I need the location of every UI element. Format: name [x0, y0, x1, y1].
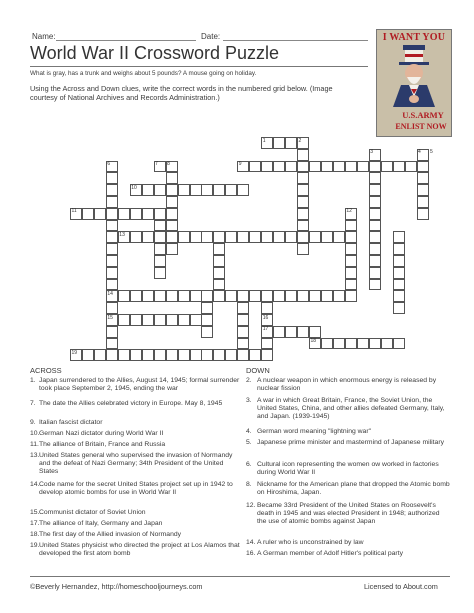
grid-number: 13 — [119, 231, 125, 238]
grid-cell[interactable] — [333, 338, 345, 350]
grid-cell[interactable] — [237, 290, 249, 302]
grid-cell[interactable] — [345, 243, 357, 255]
grid-cell[interactable] — [393, 302, 405, 314]
grid-cell[interactable] — [345, 220, 357, 232]
grid-cell[interactable] — [106, 172, 118, 184]
name-label: Name: — [32, 32, 56, 41]
grid-number: 16 — [262, 314, 269, 321]
clue-number: 19. — [30, 542, 40, 549]
grid-cell[interactable] — [154, 267, 166, 279]
grid-cell[interactable] — [106, 267, 118, 279]
grid-cell[interactable] — [106, 231, 118, 243]
across-clue — [30, 531, 242, 539]
grid-cell[interactable] — [357, 161, 369, 173]
grid-cell[interactable] — [201, 326, 213, 338]
grid-cell[interactable] — [393, 290, 405, 302]
clue-number: 16. — [246, 550, 256, 557]
clue-text: German word meaning "lightning war" — [257, 428, 372, 435]
grid-cell[interactable] — [166, 290, 178, 302]
clue-text: The alliance of Britain, France and Russia — [39, 441, 166, 448]
grid-cell[interactable] — [106, 243, 118, 255]
grid-cell[interactable] — [178, 314, 190, 326]
across-clue — [30, 419, 242, 427]
grid-cell[interactable] — [106, 338, 118, 350]
clue-text: United States physicist who directed the project at Los Alamos that developed the first atom bomb — [39, 542, 240, 558]
poster-enlist-text: ENLIST NOW — [395, 122, 447, 131]
page-title: World War II Crossword Puzzle — [30, 43, 280, 63]
grid-number: 12 — [346, 208, 352, 215]
grid-cell[interactable] — [106, 220, 118, 232]
grid-number: 15 — [107, 314, 113, 321]
grid-cell[interactable] — [417, 208, 429, 220]
grid-cell[interactable] — [213, 279, 225, 291]
grid-cell[interactable] — [393, 338, 405, 350]
grid-cell[interactable] — [249, 161, 261, 173]
grid-cell[interactable] — [345, 290, 357, 302]
grid-cell[interactable] — [297, 208, 309, 220]
grid-cell[interactable] — [130, 349, 142, 361]
grid-cell[interactable] — [166, 231, 178, 243]
clue-text: Became 33rd President of the United States on Roosevelt's death in 1945 and was elected President in 1948; authorized the use of atomic bombs against Japan — [257, 502, 440, 526]
grid-cell[interactable] — [130, 208, 142, 220]
grid-cell[interactable] — [321, 290, 333, 302]
grid-cell[interactable] — [166, 196, 178, 208]
across-clue — [30, 542, 242, 558]
grid-cell[interactable] — [154, 243, 166, 255]
clue-number: 14. — [246, 539, 256, 546]
grid-cell[interactable] — [333, 290, 345, 302]
clue-text: Italian fascist dictator — [39, 419, 103, 426]
grid-cell[interactable] — [309, 231, 321, 243]
grid-cell[interactable] — [201, 314, 213, 326]
grid-cell[interactable] — [237, 338, 249, 350]
grid-cell[interactable] — [201, 349, 213, 361]
grid-cell[interactable] — [142, 231, 154, 243]
grid-cell[interactable] — [285, 290, 297, 302]
grid-cell[interactable] — [237, 349, 249, 361]
grid-cell[interactable] — [237, 302, 249, 314]
grid-number: 1 — [262, 137, 266, 144]
grid-cell[interactable] — [393, 161, 405, 173]
grid-cell[interactable] — [297, 243, 309, 255]
grid-cell[interactable] — [345, 255, 357, 267]
across-heading: ACROSS — [30, 366, 62, 375]
clue-text: A nuclear weapon in which enormous energy is released by nuclear fission — [257, 377, 437, 393]
clue-number: 2. — [246, 377, 252, 384]
grid-cell[interactable] — [297, 161, 309, 173]
across-clue — [30, 509, 242, 517]
grid-cell[interactable] — [154, 290, 166, 302]
grid-cell[interactable] — [201, 231, 213, 243]
grid-cell[interactable] — [345, 338, 357, 350]
grid-cell[interactable] — [249, 349, 261, 361]
clue-number: 18. — [30, 531, 40, 538]
grid-cell[interactable] — [237, 326, 249, 338]
grid-cell[interactable] — [285, 231, 297, 243]
grid-cell[interactable] — [225, 349, 237, 361]
grid-cell[interactable] — [154, 220, 166, 232]
grid-cell[interactable] — [142, 184, 154, 196]
down-clue — [246, 377, 450, 393]
grid-cell[interactable] — [369, 184, 381, 196]
grid-cell[interactable] — [369, 231, 381, 243]
grid-cell[interactable] — [237, 184, 249, 196]
grid-cell[interactable] — [297, 184, 309, 196]
grid-cell[interactable] — [369, 267, 381, 279]
grid-number: 8 — [167, 161, 170, 168]
grid-cell[interactable] — [213, 255, 225, 267]
grid-cell[interactable] — [166, 314, 178, 326]
grid-cell[interactable] — [154, 349, 166, 361]
grid-cell[interactable] — [106, 349, 118, 361]
across-clue — [30, 452, 242, 477]
grid-cell[interactable] — [237, 231, 249, 243]
grid-cell[interactable] — [190, 231, 202, 243]
grid-cell[interactable] — [321, 231, 333, 243]
clue-text: United States general who supervised the invasion of Normandy and the defeat of Nazi Germany; 34th President of the United States — [39, 452, 233, 476]
grid-number: 14 — [107, 290, 113, 297]
grid-cell[interactable] — [201, 290, 213, 302]
grid-cell[interactable] — [273, 290, 285, 302]
poster-army-text: U.S.ARMY — [402, 110, 444, 120]
across-clue — [30, 441, 242, 449]
down-clue — [246, 502, 450, 527]
grid-cell[interactable] — [273, 326, 285, 338]
grid-cell[interactable] — [166, 184, 178, 196]
grid-cell[interactable] — [130, 314, 142, 326]
license-text: Licensed to About.com — [364, 582, 438, 591]
grid-cell[interactable] — [106, 208, 118, 220]
grid-cell[interactable] — [345, 267, 357, 279]
clue-number: 6. — [246, 461, 252, 468]
grid-cell[interactable] — [261, 302, 273, 314]
clue-number: 10. — [30, 430, 40, 437]
grid-cell[interactable] — [166, 243, 178, 255]
grid-cell[interactable] — [237, 314, 249, 326]
grid-cell[interactable] — [225, 184, 237, 196]
clue-number: 14. — [30, 481, 40, 488]
clue-number: 9. — [30, 419, 36, 426]
clue-number: 5. — [246, 439, 252, 446]
grid-cell[interactable] — [369, 338, 381, 350]
grid-cell[interactable] — [190, 314, 202, 326]
grid-cell[interactable] — [166, 349, 178, 361]
grid-cell[interactable] — [190, 184, 202, 196]
grid-cell[interactable] — [309, 326, 321, 338]
down-clue — [246, 461, 450, 477]
clue-number: 12. — [246, 502, 256, 509]
down-clue — [246, 550, 450, 558]
grid-cell[interactable] — [118, 349, 130, 361]
grid-cell[interactable] — [369, 208, 381, 220]
clue-number: 15. — [30, 509, 40, 516]
grid-cell[interactable] — [393, 243, 405, 255]
grid-cell[interactable] — [178, 349, 190, 361]
clue-number: 17. — [30, 520, 40, 527]
grid-number: 9 — [238, 161, 242, 168]
grid-cell[interactable] — [190, 290, 202, 302]
grid-cell[interactable] — [285, 137, 297, 149]
across-clue — [30, 377, 242, 393]
clue-text: A ruler who is unconstrained by law — [257, 539, 364, 546]
grid-number: 19 — [71, 349, 78, 356]
grid-cell[interactable] — [369, 220, 381, 232]
grid-number: 11 — [71, 208, 77, 215]
grid-cell[interactable] — [106, 255, 118, 267]
grid-cell[interactable] — [393, 231, 405, 243]
grid-cell[interactable] — [154, 184, 166, 196]
grid-cell[interactable] — [417, 196, 429, 208]
clue-text: Communist dictator of Soviet Union — [39, 509, 146, 516]
grid-cell[interactable] — [297, 326, 309, 338]
grid-cell[interactable] — [261, 290, 273, 302]
grid-cell[interactable] — [273, 231, 285, 243]
grid-number: 4 — [418, 149, 421, 156]
grid-number: 6 — [107, 161, 111, 168]
grid-number: 5 — [430, 149, 433, 156]
grid-cell[interactable] — [154, 255, 166, 267]
grid-cell[interactable] — [106, 326, 118, 338]
grid-number: 18 — [310, 338, 317, 345]
grid-cell[interactable] — [309, 290, 321, 302]
grid-cell[interactable] — [201, 184, 213, 196]
clue-text: A German member of Adolf Hitler's political party — [257, 550, 403, 557]
grid-cell[interactable] — [297, 231, 309, 243]
grid-cell[interactable] — [213, 243, 225, 255]
grid-number: 2 — [298, 137, 302, 144]
grid-cell[interactable] — [213, 267, 225, 279]
grid-cell[interactable] — [154, 208, 166, 220]
grid-cell[interactable] — [405, 161, 417, 173]
grid-cell[interactable] — [273, 137, 285, 149]
grid-cell[interactable] — [297, 149, 309, 161]
grid-cell[interactable] — [106, 279, 118, 291]
grid-cell[interactable] — [82, 208, 94, 220]
grid-cell[interactable] — [130, 290, 142, 302]
grid-cell[interactable] — [142, 349, 154, 361]
grid-cell[interactable] — [417, 172, 429, 184]
clue-number: 3. — [246, 397, 252, 404]
grid-cell[interactable] — [178, 290, 190, 302]
grid-cell[interactable] — [393, 279, 405, 291]
grid-cell[interactable] — [261, 231, 273, 243]
grid-cell[interactable] — [417, 161, 429, 173]
grid-cell[interactable] — [297, 290, 309, 302]
grid-cell[interactable] — [345, 279, 357, 291]
grid-number: 17 — [262, 326, 269, 333]
down-clue — [246, 481, 450, 497]
grid-cell[interactable] — [178, 184, 190, 196]
clue-number: 13. — [30, 452, 40, 459]
grid-cell[interactable] — [154, 231, 166, 243]
poster-headline: I WANT YOU — [382, 32, 446, 43]
down-clue — [246, 439, 450, 447]
across-clue — [30, 520, 242, 528]
clue-number: 1. — [30, 377, 36, 384]
down-clue — [246, 428, 450, 436]
grid-cell[interactable] — [225, 231, 237, 243]
grid-cell[interactable] — [369, 243, 381, 255]
clue-text: Japan surrendered to the Allies, August 14, 1945; formal surrender took place September 2, 1945, ending the war — [39, 377, 240, 393]
grid-cell[interactable] — [106, 302, 118, 314]
clue-text: The date the Allies celebrated victory in Europe. May 8, 1945 — [39, 400, 223, 407]
grid-cell[interactable] — [166, 208, 178, 220]
instructions-text: Using the Across and Down clues, write the correct words in the numbered grid below. (Image courtesy of National Archives and Records Administration.) — [30, 84, 333, 102]
grid-cell[interactable] — [297, 196, 309, 208]
down-heading: DOWN — [246, 366, 270, 375]
grid-cell[interactable] — [201, 302, 213, 314]
grid-cell[interactable] — [142, 290, 154, 302]
grid-cell[interactable] — [178, 231, 190, 243]
across-clue — [30, 400, 242, 408]
clue-number: 4. — [246, 428, 252, 435]
grid-cell[interactable] — [273, 161, 285, 173]
grid-cell[interactable] — [142, 208, 154, 220]
grid-cell[interactable] — [261, 161, 273, 173]
grid-cell[interactable] — [94, 349, 106, 361]
grid-cell[interactable] — [381, 338, 393, 350]
footer-divider — [30, 576, 450, 577]
grid-cell[interactable] — [106, 196, 118, 208]
clue-text: The alliance of Italy, Germany and Japan — [39, 520, 163, 527]
grid-cell[interactable] — [249, 290, 261, 302]
grid-cell[interactable] — [118, 314, 130, 326]
grid-cell[interactable] — [357, 338, 369, 350]
grid-cell[interactable] — [285, 326, 297, 338]
grid-cell[interactable] — [213, 290, 225, 302]
grid-cell[interactable] — [261, 338, 273, 350]
grid-cell[interactable] — [82, 349, 94, 361]
clue-number: 11. — [30, 441, 39, 448]
grid-cell[interactable] — [345, 161, 357, 173]
grid-cell[interactable] — [285, 161, 297, 173]
down-clue — [246, 539, 450, 547]
grid-cell[interactable] — [369, 172, 381, 184]
grid-cell[interactable] — [106, 184, 118, 196]
grid-cell[interactable] — [118, 290, 130, 302]
grid-cell[interactable] — [321, 161, 333, 173]
grid-number: 3 — [370, 149, 374, 156]
riddle-text: What is gray, has a trunk and weighs about 5 pounds? A mouse going on holiday. — [30, 70, 257, 77]
grid-cell[interactable] — [297, 220, 309, 232]
grid-cell[interactable] — [213, 349, 225, 361]
clue-text: The first day of the Allied invasion of Normandy — [39, 531, 182, 538]
grid-cell[interactable] — [261, 349, 273, 361]
grid-cell[interactable] — [142, 314, 154, 326]
grid-cell[interactable] — [369, 279, 381, 291]
grid-cell[interactable] — [225, 290, 237, 302]
clue-text: Nickname for the American plane that dropped the Atomic bomb on Hiroshima, Japan. — [257, 481, 450, 497]
down-clue — [246, 397, 450, 422]
clue-text: Code name for the secret United States project set up in 1942 to develop atomic bombs for use in World War II — [39, 481, 233, 497]
grid-cell[interactable] — [321, 338, 333, 350]
grid-cell[interactable] — [333, 231, 345, 243]
grid-cell[interactable] — [417, 184, 429, 196]
grid-cell[interactable] — [345, 231, 357, 243]
grid-cell[interactable] — [309, 161, 321, 173]
grid-cell[interactable] — [393, 267, 405, 279]
grid-cell[interactable] — [297, 172, 309, 184]
grid-cell[interactable] — [369, 196, 381, 208]
grid-cell[interactable] — [393, 255, 405, 267]
grid-cell[interactable] — [190, 349, 202, 361]
grid-cell[interactable] — [369, 255, 381, 267]
grid-cell[interactable] — [381, 161, 393, 173]
clue-number: 7. — [30, 400, 36, 407]
date-label: Date: — [201, 32, 221, 41]
grid-cell[interactable] — [130, 231, 142, 243]
grid-number: 10 — [131, 184, 137, 191]
grid-cell[interactable] — [249, 231, 261, 243]
across-clue — [30, 481, 242, 497]
grid-cell[interactable] — [94, 208, 106, 220]
clue-text: German Nazi dictator during World War II — [39, 430, 164, 437]
clue-text: A war in which Great Britain, France, the Soviet Union, the United States, China, and other allies defeated Germany, Italy, and Japan. (1939-1945) — [257, 397, 445, 421]
grid-cell[interactable] — [154, 314, 166, 326]
grid-cell[interactable] — [213, 184, 225, 196]
grid-cell[interactable] — [166, 172, 178, 184]
clue-number: 8. — [246, 481, 252, 488]
clue-text: Japanese prime minister and mastermind of Japanese military — [257, 439, 444, 446]
grid-cell[interactable] — [166, 220, 178, 232]
across-clue — [30, 430, 242, 438]
grid-number: 7 — [155, 161, 158, 168]
grid-cell[interactable] — [213, 231, 225, 243]
grid-cell[interactable] — [333, 161, 345, 173]
clue-text: Cultural icon representing the women ow worked in factories during World War II — [257, 461, 439, 477]
grid-cell[interactable] — [369, 161, 381, 173]
grid-cell[interactable] — [118, 208, 130, 220]
copyright-text: ©Beverly Hernandez, http://homeschooljourneys.com — [30, 582, 203, 591]
